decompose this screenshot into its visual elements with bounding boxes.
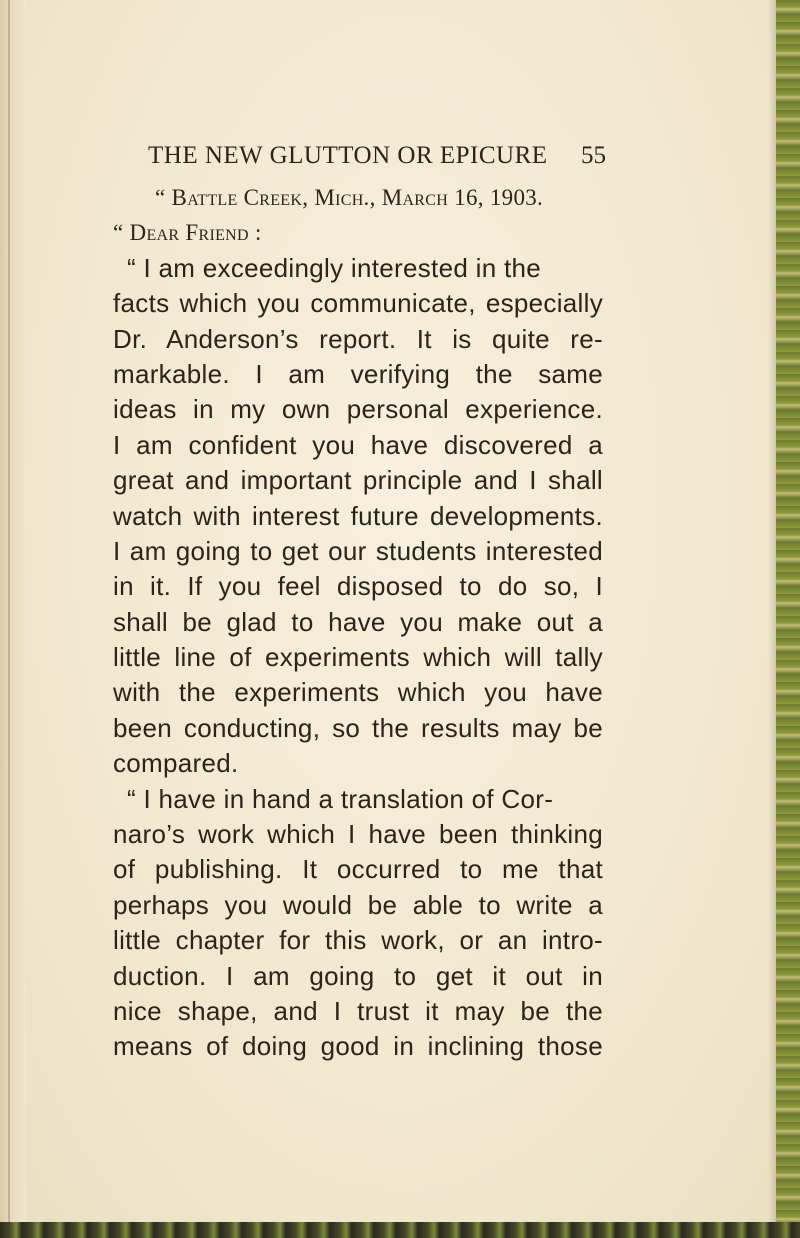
text-line: little chapter for this work, or an intro- <box>113 925 603 956</box>
text-line: I am going to get our students interested <box>113 535 603 566</box>
running-head: THE NEW GLUTTON OR EPICURE <box>148 142 548 169</box>
text-line: facts which you communicate, especially <box>113 288 603 319</box>
text-line: duction. I am going to get it out in <box>113 960 603 991</box>
text-line: great and important principle and I shall <box>113 465 603 496</box>
binding-rule <box>8 0 10 1238</box>
text-line: “ I am exceedingly interested in the <box>127 252 542 283</box>
text-line: nice shape, and I trust it may be the <box>113 995 603 1026</box>
page-stack-edge <box>776 0 800 1238</box>
text-line: in it. If you feel disposed to do so, I <box>113 571 603 602</box>
text-line: ideas in my own personal experience. <box>113 394 603 425</box>
letter-text <box>113 180 603 1065</box>
page-header <box>148 142 606 176</box>
text-line: Dr. Anderson’s report. It is quite re- <box>113 323 603 354</box>
text-line: perhaps you would be able to write a <box>113 889 603 920</box>
binding-edge <box>0 0 26 1238</box>
bottom-page-edge <box>0 1222 800 1238</box>
text-line: markable. I am verifying the same <box>113 358 603 389</box>
text-line: shall be glad to have you make out a <box>113 606 603 637</box>
text-line: I am confident you have discovered a <box>113 429 603 460</box>
text-line: little line of experiments which will tally <box>113 642 603 673</box>
text-line: means of doing good in inclining those <box>113 1031 603 1062</box>
text-line: “ I have in hand a translation of Cor- <box>127 783 554 814</box>
text-line: naro’s work which I have been thinking <box>113 819 603 850</box>
text-line: with the experiments which you have <box>113 677 603 708</box>
text-line: compared. <box>113 748 239 779</box>
text-line: been conducting, so the results may be <box>113 712 603 743</box>
page-number: 55 <box>581 142 606 169</box>
text-line: watch with interest future developments. <box>113 500 603 531</box>
letter-salutation: “ Dear Friend : <box>113 220 262 246</box>
letter-dateline: “ Battle Creek, Mich., March 16, 1903. <box>155 185 544 210</box>
text-line: of publishing. It occurred to me that <box>113 854 603 885</box>
